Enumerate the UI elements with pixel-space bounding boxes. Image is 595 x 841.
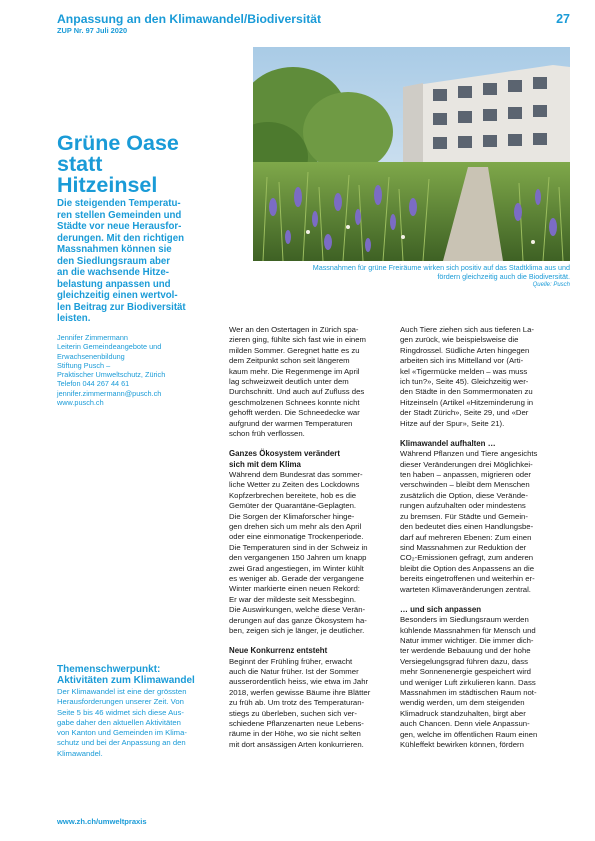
text-line: Hitzeinseln (Artikel «Hitzeminderung in [400, 397, 534, 407]
garden-building-photo [253, 47, 570, 261]
column2-section1 [229, 470, 388, 637]
lead-line: ren stellen Gemeinden und [57, 209, 182, 221]
subheading [229, 449, 388, 469]
lead-line: Die steigenden Temperatu- [57, 198, 181, 209]
text-line: Beginnt der Frühling früher, erwacht [229, 656, 353, 666]
page-header [57, 12, 570, 35]
text-line: zu bremsen. Für Städte und Gemein- [400, 511, 528, 521]
lead-line: an die wachsende Hitze- [57, 267, 169, 278]
text-line: bleibt die Option des Anpassens an die [400, 563, 534, 573]
title-line: Grüne Oase [57, 131, 179, 155]
caption-line: Massnahmen für grüne Freiräume wirken sich positiv auf das Stadtklima aus und [312, 263, 570, 272]
lead-line: Massnahmen können sie [57, 244, 172, 255]
focus-line: schutz und bei der Anpassung an den [57, 738, 186, 748]
body-column-2 [229, 325, 388, 750]
focus-heading [57, 664, 237, 686]
text-line: mit dort ansässigen Arten konkurrieren. [229, 739, 364, 749]
text-line: zwei Grad angestiegen, im Winter kühlt [229, 563, 364, 573]
focus-body [57, 687, 237, 759]
text-line: wendig werden, um dem steigenden [400, 698, 525, 708]
text-line: sind Massnahmen zur Reduktion der [400, 542, 527, 552]
text-line: Kühleffekt bewirken können, fördern [400, 740, 524, 750]
text-line: Durchschnitt. Und auch auf Zufluss des [229, 387, 365, 397]
page-number: 27 [556, 12, 570, 26]
subheading-line: sich mit dem Klima [229, 459, 301, 469]
lead-line: gleichzeitig einen wertvol- [57, 290, 178, 301]
text-line: Hitze auf der Spur», Seite 21). [400, 418, 505, 428]
text-line: ten haben – anpassen, migrieren oder [400, 470, 531, 480]
lead-line: len Beitrag zur Biodiversität [57, 301, 186, 313]
lead-line: belastung anpassen und [57, 278, 171, 290]
text-line: gen drehen sich um mehr als den April [229, 521, 362, 531]
text-line: Wer an den Ostertagen in Zürich spa- [229, 325, 359, 334]
author-web-link[interactable]: www.pusch.ch [57, 398, 104, 408]
text-line: zu früh ab. Um trotz des Temperaturan- [229, 698, 365, 708]
text-line: ich tun?», Seite 45). Gleichzeitig wer- [400, 377, 529, 387]
lead-line: leisten. [57, 313, 91, 324]
text-line: CO₂-Emissionen gefragt, zum anderen [400, 553, 534, 563]
text-line: den Städte in den Sommermonaten zu [400, 387, 533, 397]
text-line: zusätzlich die Option, diese Verände- [400, 490, 528, 500]
text-line: und weniger Luft zirkulieren kann. Dass [400, 677, 536, 687]
text-line: Ringdrossel. Südliche Arten hingegen [400, 345, 530, 355]
subheading: … und sich anpassen [400, 604, 482, 614]
text-line: 2018, werfen gewisse Bäume ihre Blätter [229, 687, 371, 697]
author-phone: Telefon 044 267 44 61 [57, 379, 130, 389]
focus-line: Seite 5 bis 46 widmet sich diese Aus- [57, 707, 184, 717]
text-line: gen zurück, wie beispielsweise die [400, 335, 519, 345]
focus-line: gabe daher den aktuellen Aktivitäten [57, 717, 181, 727]
photo-source: Quelle: Pusch [532, 282, 570, 288]
focus-line: Herausforderungen unserer Zeit. Von [57, 697, 184, 707]
text-line: Er war der mildeste seit Messbeginn. [229, 594, 357, 604]
focus-box [57, 664, 237, 759]
text-line: dem Zeitpunkt schon seit längerem [229, 356, 350, 366]
text-line: Die Auswirkungen, welche diese Verän- [229, 605, 366, 615]
article-title [57, 133, 237, 196]
text-line: derungen auf das ganze Ökosystem ha- [229, 615, 367, 625]
column3-intro [400, 325, 559, 429]
text-line: rungen aufzuhalten oder mindestens [400, 501, 526, 511]
author-role: Erwachsenenbildung [57, 351, 125, 361]
photo-caption [253, 263, 570, 289]
text-line: darf auf mehreren Ebenen: Zum einen [400, 532, 532, 542]
lead-line: derungen. Mit den richtigen [57, 232, 185, 244]
text-line: Massnahmen im städtischen Raum not- [400, 688, 537, 697]
lead-line: den Siedlungsraum aber [57, 255, 171, 267]
text-line: geschmolzenen Schnees konnte nicht [229, 397, 360, 407]
text-line: kel «Tigermücke melden – was muss [400, 366, 528, 376]
subheading: Klimawandel aufhalten … [400, 439, 496, 449]
section-title: Anpassung an den Klimawandel/Biodiversität [57, 12, 322, 26]
text-line: Während dem Bundesrat das sommer- [229, 469, 363, 479]
text-line: Die Sorgen der Klimaforscher hinge- [229, 511, 355, 521]
column3-section2 [400, 615, 559, 750]
text-line: warteten Klimaveränderungen zentral. [400, 584, 531, 594]
title-line: statt [57, 152, 103, 176]
text-line: Besonders im Siedlungsraum werden [400, 615, 529, 625]
text-line: ter werdende Bebauung und der hohe [400, 646, 531, 656]
focus-line: Klimawandel. [57, 748, 103, 758]
caption-line: fördern gleichzeitig auch die Biodiversität. [437, 272, 570, 281]
column3-section1 [400, 449, 559, 595]
text-line: milden Sommer. Geregnet hatte es zu [229, 345, 360, 355]
text-line: verschwinden – bleibt dem Menschen [400, 480, 530, 490]
text-line: oder eine einmonatige Trockenperiode. [229, 532, 364, 542]
author-name: Jennifer Zimmermann [57, 333, 128, 342]
article-lead [57, 198, 241, 325]
focus-line: Der Klimawandel ist eine der grössten [57, 687, 187, 696]
text-line: Versiegelungsgrad führen dazu, dass [400, 656, 528, 666]
text-line: ausserordentlich heiss, wie etwa im Jahr [229, 677, 369, 687]
focus-line: von Kanton und Gemeinden im Klima- [57, 728, 187, 738]
author-block [57, 333, 237, 407]
article-photo [253, 47, 570, 261]
body-column-3 [400, 325, 559, 750]
text-line: Klimadruck standzuhalten, birgt aber [400, 708, 526, 718]
title-line: Hitzeinsel [57, 173, 158, 197]
text-line: ben, zeigen sich je länger, je deutlicher. [229, 625, 365, 635]
subheading-line: Ganzes Ökosystem verändert [229, 449, 340, 459]
lead-line: Städte vor neue Herausfor- [57, 221, 182, 232]
text-line: bereits eingetroffenen und weiterhin er- [400, 574, 535, 584]
author-org: Praktischer Umweltschutz, Zürich [57, 370, 166, 380]
column2-section2 [229, 657, 388, 751]
column2-intro [229, 325, 388, 439]
text-line: Die Temperaturen sind in der Schweiz in [229, 542, 368, 552]
text-line: stiegs zu überleben, suchen sich ver- [229, 708, 357, 718]
text-line: Winter markierte einen neuen Rekord: [229, 584, 360, 594]
text-line: gehofft werden. Die Schneedecke war [229, 408, 360, 418]
text-line: aufgrund der warmen Temperaturen [229, 418, 353, 428]
issue-label: ZUP Nr. 97 Juli 2020 [57, 26, 128, 35]
text-line: kaum mehr. Die Regenmenge im April [229, 366, 360, 376]
text-line: den bedeutet dies einen Handlungsbe- [400, 522, 534, 532]
text-line: es weniger ab. Gerade der vergangene [229, 573, 364, 583]
text-line: schiedene Pflanzenarten neue Lebens- [229, 719, 364, 729]
text-line: räume in der Höhe, wo sie nicht selten [229, 729, 361, 739]
text-line: auch die Natur früher. Ist der Sommer [229, 666, 359, 676]
text-line: Während Pflanzen und Tiere angesichts [400, 449, 538, 459]
subheading: Neue Konkurrenz entsteht [229, 646, 328, 656]
text-line: arbeiten sich ins Mittelland vor (Arti- [400, 356, 524, 366]
text-line: mehr Sonnenenergie gespeichert wird [400, 667, 531, 677]
footer-link[interactable]: www.zh.ch/umweltpraxis [57, 817, 147, 826]
text-line: Natur immer wichtiger. Die immer dich- [400, 635, 534, 645]
focus-heading-line: Aktivitäten zum Klimawandel [57, 675, 195, 686]
text-line: schon früh verflossen. [229, 429, 305, 439]
text-line: kühlende Massnahmen für Mensch und [400, 625, 536, 635]
author-org: Stiftung Pusch – [57, 360, 111, 370]
author-role: Leiterin Gemeindeangebote und [57, 342, 162, 352]
text-line: der Stadt Zürich», Seite 29, und «Der [400, 408, 529, 418]
text-line: Kopfzerbrechen bereitete, hob es die [229, 490, 357, 500]
text-line: liche Wetter zu Zeiten des Lockdowns [229, 480, 360, 490]
text-line: den vergangenen 150 Jahren um knapp [229, 553, 367, 563]
text-line: gen, welche im öffentlichen Raum einen [400, 729, 538, 739]
text-line: zieren ging, fühlte sich fast wie in einem [229, 335, 366, 345]
author-email-link[interactable]: jennifer.zimmermann@pusch.ch [57, 388, 162, 398]
text-line: dieser Veränderungen drei Möglichkei- [400, 459, 533, 469]
text-line: Auch Tiere ziehen sich aus tieferen La- [400, 325, 534, 334]
text-line: Gemüter der Quarantäne-Geplagten. [229, 501, 357, 511]
focus-heading-line: Themenschwerpunkt: [57, 664, 161, 675]
text-line: lag schweizweit deutlich unter dem [229, 377, 349, 387]
text-line: auch Chancen. Denn viele Anpassun- [400, 719, 530, 729]
